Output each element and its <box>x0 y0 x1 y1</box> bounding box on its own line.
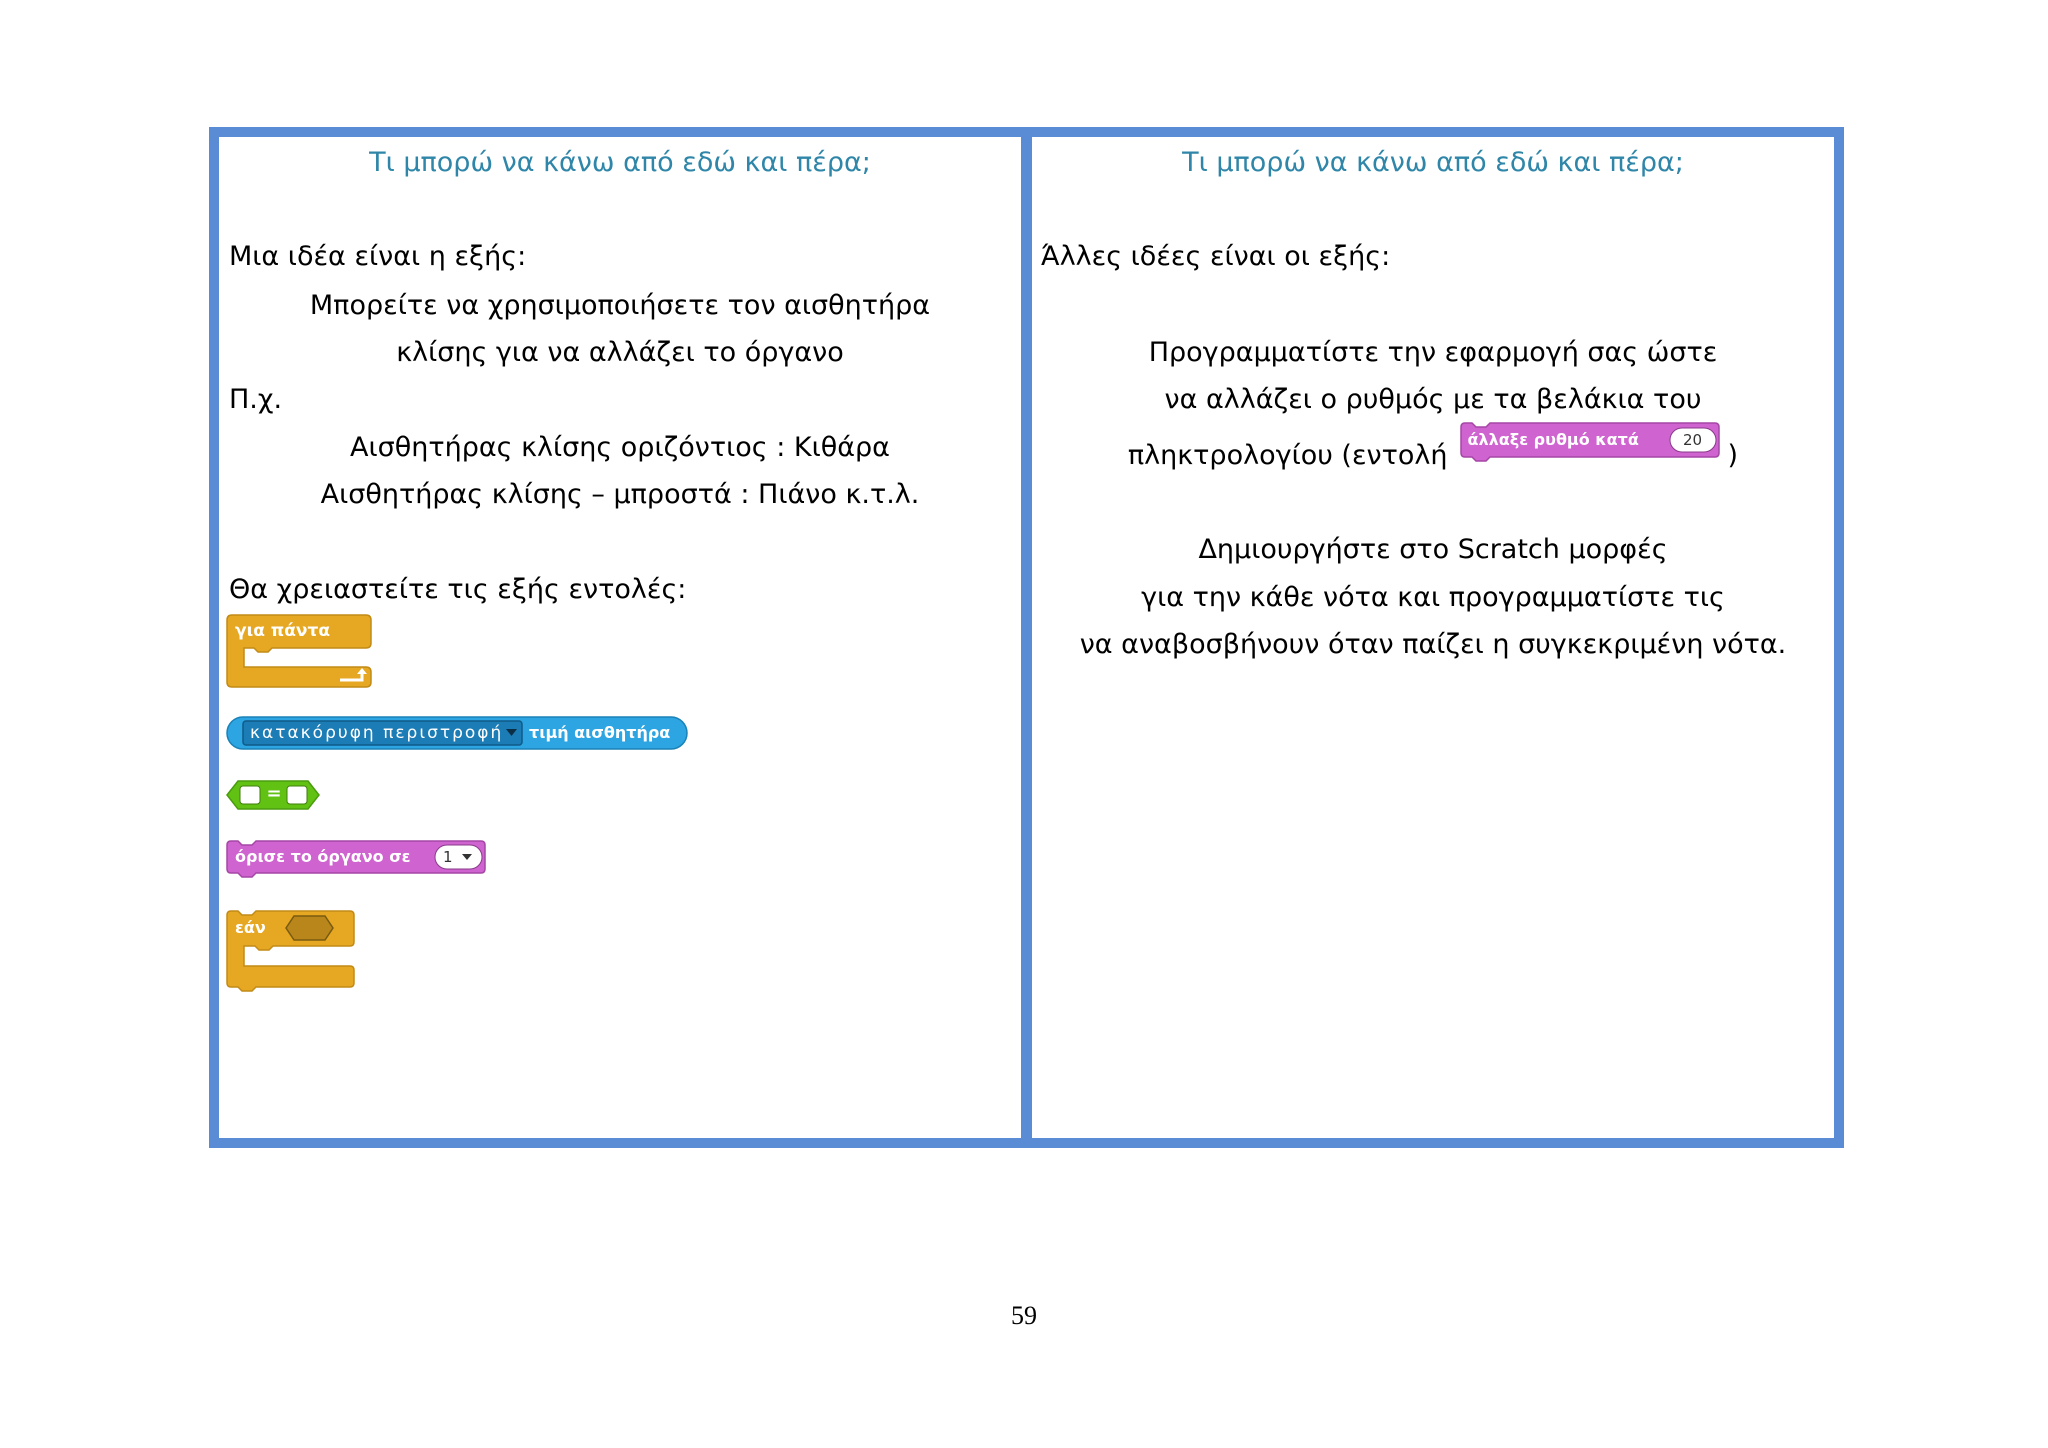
set-instrument-label: όρισε το όργανο σε <box>235 847 411 866</box>
if-block <box>226 910 355 992</box>
right-intro: Άλλες ιδέες είναι οι εξής: <box>1041 241 1391 272</box>
sensor-value-label: τιμή αισθητήρα <box>529 723 671 742</box>
page-number: 59 <box>1011 1301 1037 1330</box>
idea-line: Δημιουργήστε στο Scratch μορφές <box>1198 534 1668 565</box>
idea-line-suffix: ) <box>1727 440 1739 471</box>
forever-label: για πάντα <box>235 621 331 641</box>
equals-operator: = <box>266 783 282 804</box>
idea-line: να αναβοσβήνουν όταν παίζει η συγκεκριμένη νότα. <box>1079 629 1787 660</box>
left-panel-title: Τι μπορώ να κάνω από εδώ και πέρα; <box>369 147 871 178</box>
sensor-dropdown-value: κατακόρυφη περιστροφή <box>250 723 504 743</box>
change-tempo-block <box>1460 422 1720 462</box>
example-line: Αισθητήρας κλίσης οριζόντιος : Κιθάρα <box>350 432 890 463</box>
equals-left-slot <box>240 786 260 804</box>
instrument-value: 1 <box>443 848 453 866</box>
idea-line: Μπορείτε να χρησιμοποιήσετε τον αισθητήρα <box>309 290 931 321</box>
change-tempo-label: άλλαξε ρυθμό κατά <box>1467 430 1639 449</box>
example-line: Αισθητήρας κλίσης – μπροστά : Πιάνο κ.τ.λ. <box>320 479 920 510</box>
tempo-value: 20 <box>1682 431 1703 449</box>
forever-block <box>226 614 372 688</box>
if-condition-slot <box>286 916 333 940</box>
if-label: εάν <box>235 918 266 937</box>
example-label: Π.χ. <box>229 384 283 415</box>
panel-divider <box>1021 127 1032 1148</box>
idea-line-with-block <box>1032 416 1834 476</box>
idea-line: για την κάθε νότα και προγραμματίστε τις <box>1141 582 1725 613</box>
idea-line: Προγραμματίστε την εφαρμογή σας ώστε <box>1148 337 1718 368</box>
sensor-value-block <box>226 716 688 750</box>
idea-line: κλίσης για να αλλάζει το όργανο <box>396 337 844 368</box>
left-intro: Μια ιδέα είναι η εξής: <box>229 241 527 272</box>
commands-heading: Θα χρειαστείτε τις εξής εντολές: <box>229 574 687 605</box>
set-instrument-block <box>226 840 486 878</box>
equals-block <box>226 780 320 810</box>
idea-line: να αλλάζει ο ρυθμός με τα βελάκια του <box>1164 384 1702 415</box>
idea-line-prefix: πληκτρολογίου (εντολή <box>1127 440 1448 471</box>
equals-right-slot <box>287 786 307 804</box>
right-panel-title: Τι μπορώ να κάνω από εδώ και πέρα; <box>1182 147 1684 178</box>
